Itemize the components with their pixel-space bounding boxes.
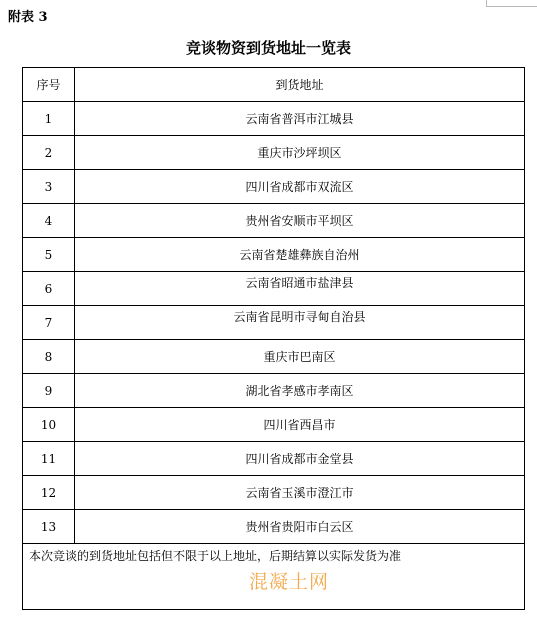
row-index: 9 — [23, 374, 75, 408]
row-index: 1 — [23, 102, 75, 136]
row-address: 重庆市沙坪坝区 — [75, 136, 525, 170]
table-row — [23, 374, 525, 408]
table-row — [23, 272, 525, 306]
row-address: 贵州省安顺市平坝区 — [75, 204, 525, 238]
table-row — [23, 442, 525, 476]
row-index: 2 — [23, 136, 75, 170]
row-index: 8 — [23, 340, 75, 374]
row-index: 7 — [23, 306, 75, 340]
header-address: 到货地址 — [75, 68, 525, 102]
row-address: 云南省普洱市江城县 — [75, 102, 525, 136]
row-index: 3 — [23, 170, 75, 204]
address-table-body — [23, 68, 525, 610]
table-row — [23, 306, 525, 340]
table-row — [23, 408, 525, 442]
row-address: 四川省成都市金堂县 — [75, 442, 525, 476]
table-note: 本次竞谈的到货地址包括但不限于以上地址，后期结算以实际发货为准 — [23, 544, 525, 610]
row-address: 四川省成都市双流区 — [75, 170, 525, 204]
address-table — [22, 67, 525, 610]
table-row — [23, 510, 525, 544]
table-header-row — [23, 68, 525, 102]
row-index: 13 — [23, 510, 75, 544]
row-address: 贵州省贵阳市白云区 — [75, 510, 525, 544]
row-index: 4 — [23, 204, 75, 238]
row-index: 5 — [23, 238, 75, 272]
row-address: 云南省昭通市盐津县 — [75, 272, 525, 306]
header-index: 序号 — [23, 68, 75, 102]
row-address: 四川省西昌市 — [75, 408, 525, 442]
row-index: 12 — [23, 476, 75, 510]
table-row — [23, 476, 525, 510]
row-address: 云南省楚雄彝族自治州 — [75, 238, 525, 272]
page-corner-mark — [486, 0, 537, 7]
table-row — [23, 238, 525, 272]
table-row — [23, 340, 525, 374]
table-row — [23, 102, 525, 136]
row-address: 湖北省孝感市孝南区 — [75, 374, 525, 408]
row-address: 云南省玉溪市澄江市 — [75, 476, 525, 510]
row-index: 11 — [23, 442, 75, 476]
row-address: 重庆市巴南区 — [75, 340, 525, 374]
row-address: 云南省昆明市寻甸自治县 — [75, 306, 525, 340]
table-row — [23, 136, 525, 170]
table-row — [23, 204, 525, 238]
row-index: 6 — [23, 272, 75, 306]
row-index: 10 — [23, 408, 75, 442]
table-row — [23, 170, 525, 204]
watermark-text: 混凝土网 — [249, 571, 330, 593]
document-title: 竞谈物资到货地址一览表 — [185, 39, 351, 57]
appendix-label: 附表 3 — [8, 10, 48, 25]
